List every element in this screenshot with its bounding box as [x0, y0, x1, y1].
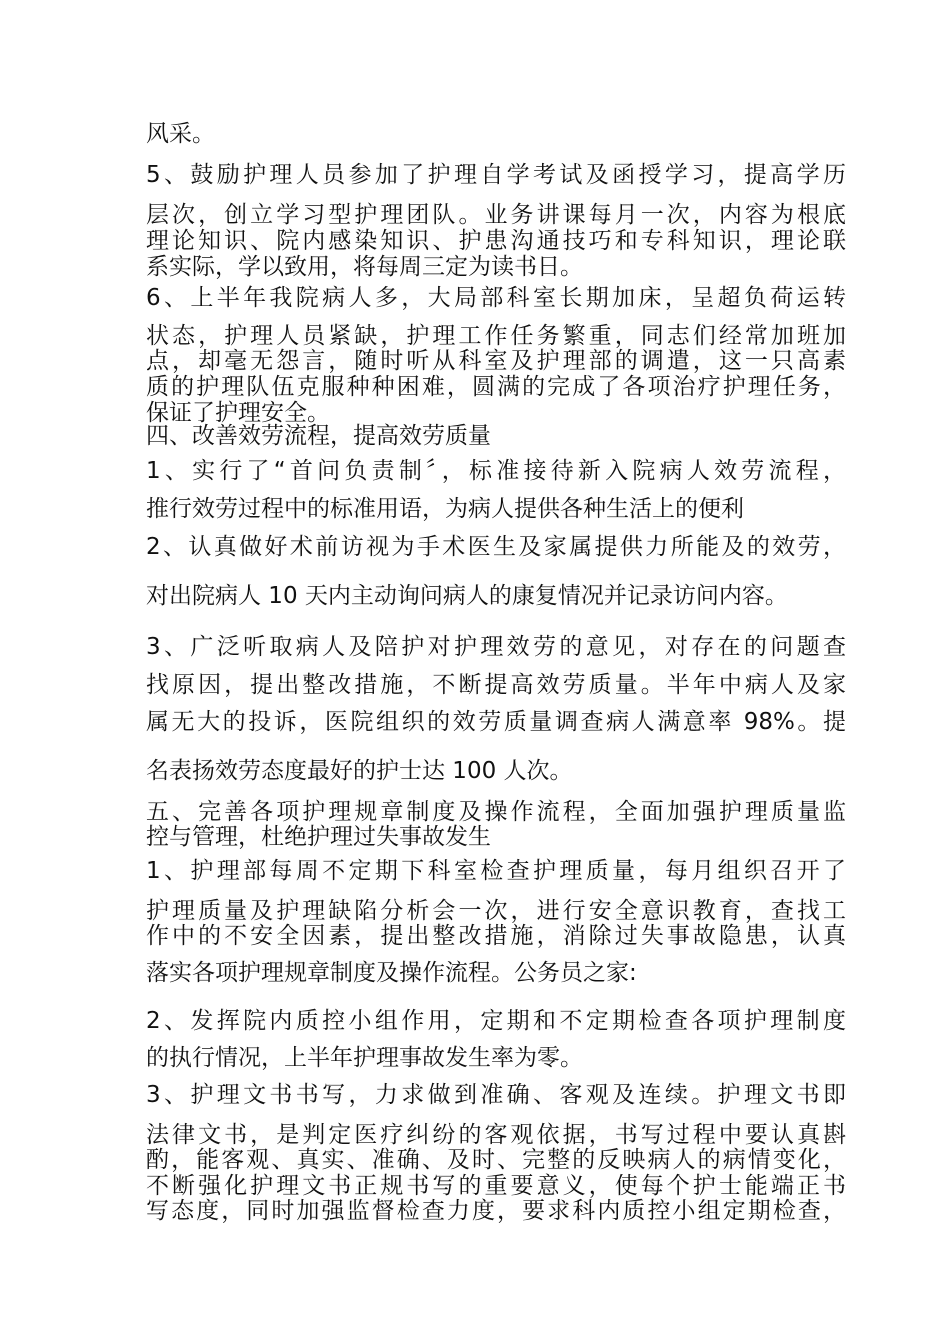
- text-line: 酌，能客观、真实、准确、及时、完整的反映病人的病情变化，: [146, 1147, 846, 1173]
- text-line: 不断强化护理文书正规书写的重要意义，使每个护士能端正书: [146, 1173, 846, 1199]
- text-line: 名表扬效劳态度最好的护士达 100 人次。: [146, 758, 573, 784]
- text-line: 系实际，学以致用，将每周三定为读书日。: [146, 254, 583, 280]
- text-line: 属无大的投诉，医院组织的效劳质量调查病人满意率 98%。提: [146, 709, 846, 735]
- text-line: 3、护理文书书写，力求做到准确、客观及连续。护理文书即: [146, 1082, 846, 1108]
- section-heading: 控与管理，杜绝护理过失事故发生: [146, 824, 491, 850]
- text-line: 质的护理队伍克服种种困难，圆满的完成了各项治疗护理任务，: [146, 374, 846, 400]
- text-line: 推行效劳过程中的标准用语，为病人提供各种生活上的便利: [146, 496, 744, 522]
- text-line: 5、鼓励护理人员参加了护理自学考试及函授学习，提高学历: [146, 162, 846, 188]
- text-line: 1、实行了“首问负责制〞，标准接待新入院病人效劳流程，: [146, 458, 846, 484]
- text-line: 法律文书，是判定医疗纠纷的客观依据，书写过程中要认真斟: [146, 1122, 846, 1148]
- text-line: 1、护理部每周不定期下科室检查护理质量，每月组织召开了: [146, 858, 846, 884]
- text-line: 3、广泛听取病人及陪护对护理效劳的意见，对存在的问题查: [146, 634, 846, 660]
- text-line: 风采。: [146, 121, 215, 147]
- text-line: 写态度，同时加强监督检查力度，要求科内质控小组定期检查，: [146, 1198, 846, 1224]
- text-line: 2、认真做好术前访视为手术医生及家属提供力所能及的效劳，: [146, 534, 846, 560]
- text-line: 2、发挥院内质控小组作用，定期和不定期检查各项护理制度: [146, 1008, 846, 1034]
- text-line: 的执行情况，上半年护理事故发生率为零。: [146, 1045, 583, 1071]
- text-line: 理论知识、院内感染知识、护患沟通技巧和专科知识，理论联: [146, 228, 846, 254]
- text-line: 点，却毫无怨言，随时听从科室及护理部的调遣，这一只高素: [146, 348, 846, 374]
- section-heading: 五、完善各项护理规章制度及操作流程，全面加强护理质量监: [146, 799, 846, 825]
- section-heading: 四、改善效劳流程，提高效劳质量: [146, 423, 491, 449]
- text-line: 6、上半年我院病人多，大局部科室长期加床，呈超负荷运转: [146, 285, 846, 311]
- text-line: 落实各项护理规章制度及操作流程。公务员之家:: [146, 960, 637, 986]
- text-line: 保证了护理安全。: [146, 400, 330, 426]
- text-line: 护理质量及护理缺陷分析会一次，进行安全意识教育，查找工: [146, 898, 846, 924]
- text-line: 作中的不安全因素，提出整改措施，消除过失事故隐患，认真: [146, 923, 846, 949]
- text-line: 层次，创立学习型护理团队。业务讲课每月一次，内容为根底: [146, 202, 846, 228]
- text-line: 找原因，提出整改措施，不断提高效劳质量。半年中病人及家: [146, 672, 846, 698]
- text-line: 对出院病人 10 天内主动询问病人的康复情况并记录访问内容。: [146, 583, 788, 609]
- text-line: 状态，护理人员紧缺，护理工作任务繁重，同志们经常加班加: [146, 323, 846, 349]
